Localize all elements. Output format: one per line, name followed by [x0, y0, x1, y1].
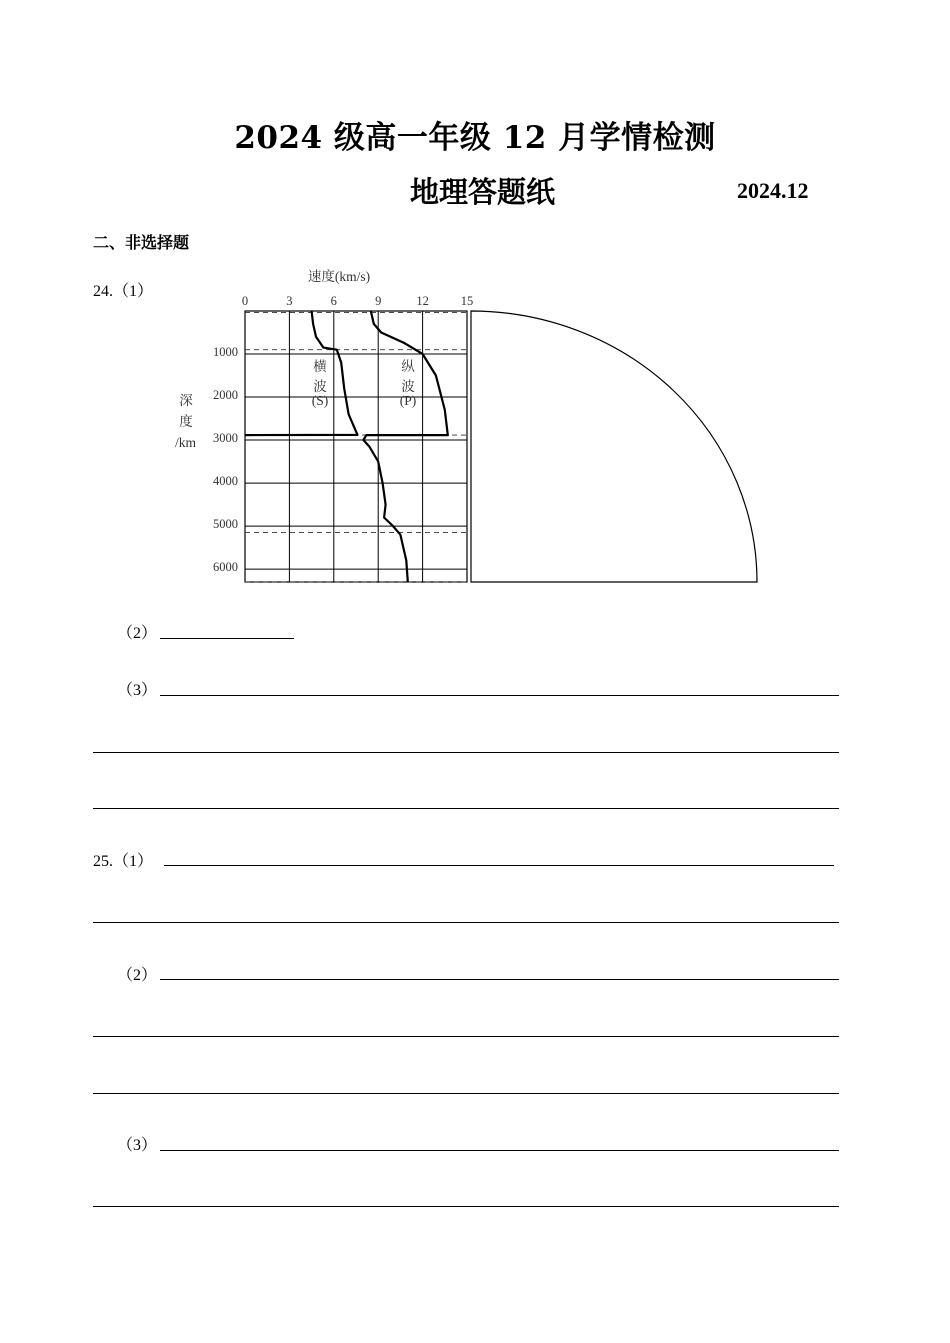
y-tick-label: 4000	[213, 474, 238, 489]
s-wave-label: 横	[313, 359, 327, 374]
q25-part1-answer-line-2[interactable]	[93, 922, 839, 923]
seismic-wave-chart	[170, 262, 770, 592]
s-wave-curve	[245, 311, 358, 435]
q25-part3-answer-line-1[interactable]	[160, 1150, 839, 1151]
q25-part1-answer-line-1[interactable]	[164, 865, 834, 866]
x-tick-label: 9	[375, 294, 382, 308]
y-tick-label: 3000	[213, 431, 238, 446]
s-wave-label: (S)	[311, 393, 329, 408]
x-tick-label: 3	[286, 294, 293, 308]
y-tick-label: 6000	[213, 560, 238, 575]
q25-part3-answer-line-2[interactable]	[93, 1206, 839, 1207]
page-subtitle: 地理答题纸	[410, 175, 556, 209]
page-title: 2024 级高一年级 12 月学情检测	[234, 120, 716, 156]
chart-frame	[245, 311, 467, 582]
q25-part2-answer-line-3[interactable]	[93, 1093, 839, 1094]
p-wave-curve	[363, 311, 447, 582]
earth-cross-section-quadrant	[471, 311, 757, 582]
q24-part3-answer-line-2[interactable]	[93, 752, 839, 753]
y-tick-label: 1000	[213, 345, 238, 360]
p-wave-label: (P)	[399, 393, 417, 408]
x-tick-label: 0	[241, 294, 249, 308]
y-tick-label: 5000	[213, 517, 238, 532]
x-tick-label: 12	[416, 294, 429, 308]
q25-part1-label: 25.（1）	[93, 853, 154, 870]
q25-part2-answer-line-2[interactable]	[93, 1036, 839, 1037]
exam-date: 2024.12	[737, 178, 809, 203]
q24-part3-label: （3）	[117, 682, 158, 699]
q25-part2-answer-line-1[interactable]	[160, 979, 839, 980]
p-wave-label: 纵	[401, 359, 415, 374]
y-tick-label: 2000	[213, 388, 238, 403]
p-wave-label: 波	[401, 379, 415, 394]
q25-part2-label: （2）	[117, 967, 158, 984]
y-axis-label: 深	[179, 393, 193, 408]
x-tick-label: 6	[330, 294, 337, 308]
q24-part3-answer-line-3[interactable]	[93, 808, 839, 809]
q24-part3-answer-line-1[interactable]	[160, 695, 839, 696]
chart-title: 速度(km/s)	[307, 269, 371, 284]
q24-part2-answer-line[interactable]	[160, 638, 294, 639]
y-axis-label: /km	[175, 435, 197, 450]
q24-part2-label: （2）	[117, 625, 158, 642]
y-axis-label: 度	[179, 414, 193, 429]
q25-part3-label: （3）	[117, 1137, 158, 1154]
section-title: 二、非选择题	[93, 233, 190, 252]
q24-part1-label: 24.（1）	[93, 283, 154, 300]
s-wave-label: 波	[313, 379, 327, 394]
x-tick-label: 15	[460, 294, 474, 308]
